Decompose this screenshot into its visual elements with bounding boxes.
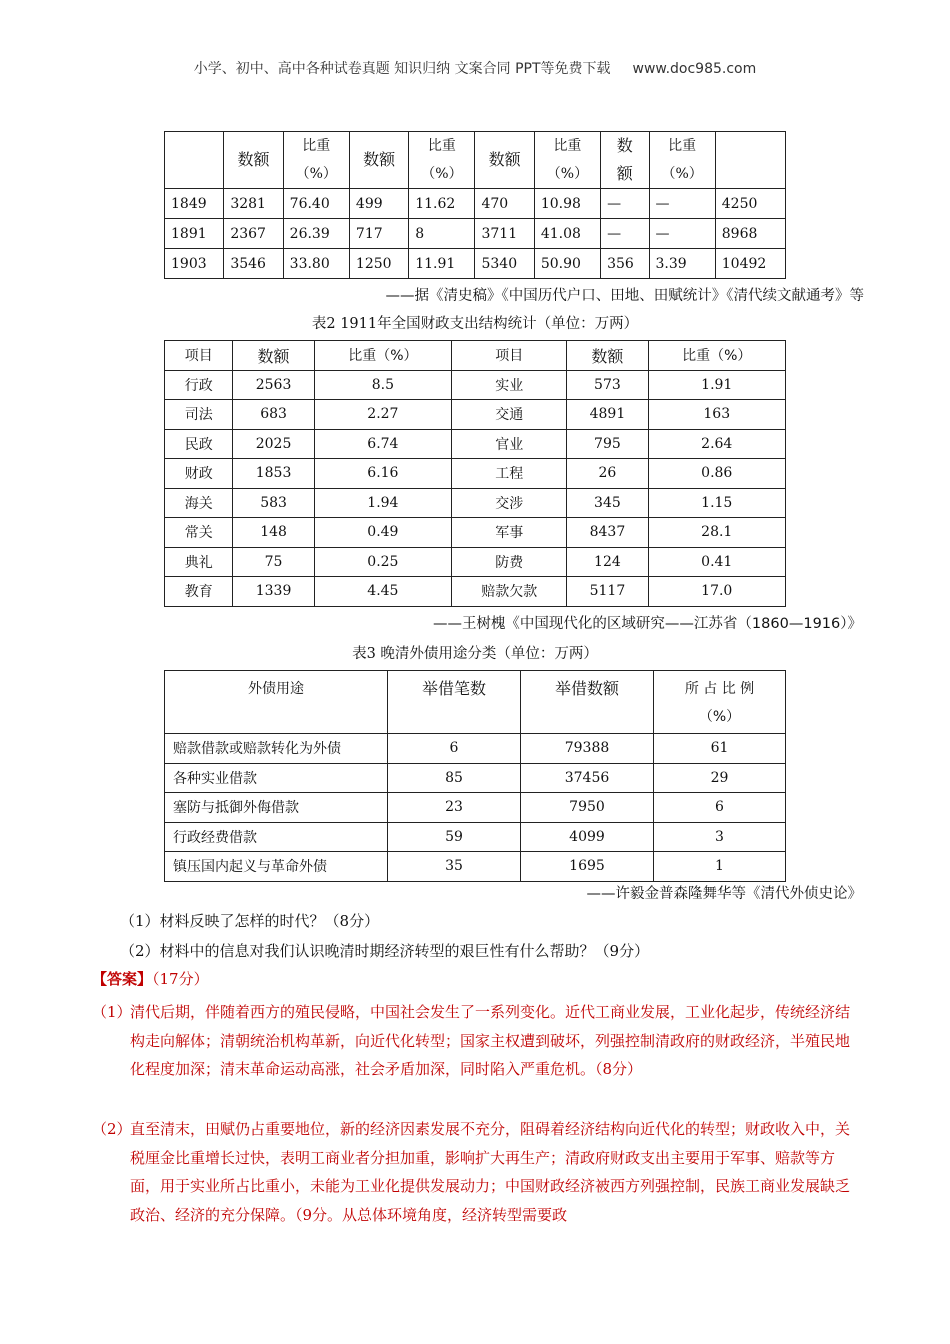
t1-h9 [715,132,785,189]
cell: 8 [409,219,475,249]
table-row [165,400,786,430]
table-row [165,763,786,793]
t1-h1: 数额 [224,132,283,189]
cell: 8437 [567,518,648,548]
answer-item-text: 清代后期，伴随着西方的殖民侵略，中国社会发生了一系列变化。近代工商业发展，工业化起步，传统经济结构走向解体；清朝统治机构革新，向近代化转型；国家主权遭到破坏，列强控制清政府的财政经济，半殖民地化程度加深；清末革命运动高涨，社会矛盾加深，同时陷入严重危机。（8分） [130,1003,851,1078]
question-1: （1）材料反映了怎样的时代？（8分） [120,912,380,930]
t3-h1: 举借笔数 [388,671,521,734]
table-row [165,219,786,249]
cell: 75 [233,547,314,577]
cell: 1339 [233,577,314,607]
cell: 35 [388,852,521,882]
table-row [165,822,786,852]
cell: 10492 [715,249,785,279]
cell: 10.98 [534,189,600,219]
cell: 2.27 [314,400,451,430]
cell: 3546 [224,249,283,279]
cell: 3 [654,822,786,852]
cell: 3.39 [649,249,715,279]
table-2-caption: 表2 1911年全国财政支出结构统计（单位：万两） [311,316,639,332]
cell: 61 [654,734,786,764]
cell: 6.16 [314,459,451,489]
cell: 3281 [224,189,283,219]
cell: 1.94 [314,488,451,518]
cell: 工程 [452,459,567,489]
cell: 0.25 [314,547,451,577]
t1-h4: 比重 （%） [409,132,475,189]
cell: 赔款欠款 [452,577,567,607]
cell: 4099 [521,822,654,852]
cell: 4.45 [314,577,451,607]
answer-item-1 [92,998,862,1084]
cell: 常关 [165,518,233,548]
t3-h3: 所 占 比 例 （%） [654,671,786,734]
cell: 26.39 [283,219,349,249]
cell: 教育 [165,577,233,607]
t3-h0: 外债用途 [165,671,388,734]
cell: 37456 [521,763,654,793]
cell: 实业 [452,370,567,400]
answer-heading [92,968,209,989]
answer-label: 【答案】 [92,970,153,988]
page-header [0,58,950,78]
cell: 163 [648,400,785,430]
t1-h5: 数额 [475,132,534,189]
table-3-header [165,671,786,734]
cell: 0.49 [314,518,451,548]
cell: 11.62 [409,189,475,219]
cell: 典礼 [165,547,233,577]
cell: — [601,219,649,249]
t2-h2: 比重（%） [314,341,451,371]
cell: 各种实业借款 [165,763,388,793]
t1-h6: 比重 （%） [534,132,600,189]
cell: 683 [233,400,314,430]
t1-h0 [165,132,224,189]
table-2 [164,340,786,607]
cell: 345 [567,488,648,518]
cell: 583 [233,488,314,518]
table-row [165,429,786,459]
header-text: 小学、初中、高中各种试卷真题 知识归纳 文案合同 PPT等免费下载 [193,61,611,77]
table-row [165,249,786,279]
table-row [165,488,786,518]
cell: 3711 [475,219,534,249]
cell: 148 [233,518,314,548]
table-3 [164,670,786,882]
table-row [165,189,786,219]
cell: 赔款借款或赔款转化为外债 [165,734,388,764]
cell: 29 [654,763,786,793]
table-row [165,547,786,577]
table-row [165,734,786,764]
cell: 470 [475,189,534,219]
cell: 1695 [521,852,654,882]
cell: 司法 [165,400,233,430]
cell: — [649,219,715,249]
cell: 59 [388,822,521,852]
t2-h1: 数额 [233,341,314,371]
t2-h4: 数额 [567,341,648,371]
t3-h2: 举借数额 [521,671,654,734]
t2-h5: 比重（%） [648,341,785,371]
cell: 50.90 [534,249,600,279]
cell: 79388 [521,734,654,764]
header-url[interactable]: www.doc985.com [632,61,757,77]
cell: 8968 [715,219,785,249]
cell: 26 [567,459,648,489]
cell: 795 [567,429,648,459]
cell: 防费 [452,547,567,577]
cell: 1 [654,852,786,882]
cell: 镇压国内起义与革命外债 [165,852,388,882]
cell: 76.40 [283,189,349,219]
cell: 85 [388,763,521,793]
cell: 1250 [349,249,408,279]
cell: 0.41 [648,547,785,577]
cell: 2025 [233,429,314,459]
cell: 1903 [165,249,224,279]
cell: 6 [654,793,786,823]
table-3-caption: 表3 晚清外债用途分类（单位：万两） [352,646,598,662]
cell: 6.74 [314,429,451,459]
cell: — [649,189,715,219]
cell: 2563 [233,370,314,400]
cell: 41.08 [534,219,600,249]
table-1-source: ——据《清史稿》《中国历代户口、田地、田赋统计》《清代续文献通考》等 [385,288,864,304]
cell: 官业 [452,429,567,459]
cell: 2.64 [648,429,785,459]
cell: 财政 [165,459,233,489]
cell: 4891 [567,400,648,430]
table-row [165,518,786,548]
t1-h8: 比重 （%） [649,132,715,189]
cell: 交通 [452,400,567,430]
cell: 0.86 [648,459,785,489]
t2-h0: 项目 [165,341,233,371]
cell: 717 [349,219,408,249]
cell: 军事 [452,518,567,548]
cell: 行政经费借款 [165,822,388,852]
t1-h3: 数额 [349,132,408,189]
answer-item-2 [92,1115,862,1229]
cell: 573 [567,370,648,400]
table-1-header [165,132,786,189]
cell: 7950 [521,793,654,823]
cell: 1.91 [648,370,785,400]
table-row [165,577,786,607]
cell: 11.91 [409,249,475,279]
question-2: （2）材料中的信息对我们认识晚清时期经济转型的艰巨性有什么帮助？（9分） [120,942,650,960]
cell: 8.5 [314,370,451,400]
cell: 6 [388,734,521,764]
cell: 499 [349,189,408,219]
cell: 1853 [233,459,314,489]
t2-h3: 项目 [452,341,567,371]
cell: 28.1 [648,518,785,548]
table-1 [164,131,786,279]
cell: 民政 [165,429,233,459]
table-2-header [165,341,786,371]
cell: 5340 [475,249,534,279]
answer-item-number: （1） [92,1003,132,1021]
cell: 2367 [224,219,283,249]
cell: 1849 [165,189,224,219]
cell: 海关 [165,488,233,518]
cell: 行政 [165,370,233,400]
cell: 33.80 [283,249,349,279]
cell: — [601,189,649,219]
cell: 1891 [165,219,224,249]
t1-h2: 比重 （%） [283,132,349,189]
cell: 交涉 [452,488,567,518]
table-3-source: ——许毅金普森隆舞华等《清代外侦史论》 [586,886,862,902]
cell: 4250 [715,189,785,219]
cell: 23 [388,793,521,823]
cell: 356 [601,249,649,279]
table-row [165,370,786,400]
table-row [165,459,786,489]
cell: 17.0 [648,577,785,607]
answer-item-text: 直至清末，田赋仍占重要地位，新的经济因素发展不充分，阻碍着经济结构向近代化的转型；财政收入中，关税厘金比重增长过快，表明工商业者分担加重，影响扩大再生产；清政府财政支出主要用于军事、赔款等方面，用于实业所占比重小，未能为工业化提供发展动力；中国财政经济被西方列强控制，民族工商业发展缺乏政治、经济的充分保障。（9分。从总体环境角度，经济转型需要政 [130,1120,851,1224]
t1-h7: 数 额 [601,132,649,189]
cell: 塞防与抵御外侮借款 [165,793,388,823]
table-2-source: ——王树槐《中国现代化的区域研究——江苏省（1860—1916）》 [432,616,862,632]
answer-item-number: （2） [92,1120,132,1138]
table-row [165,793,786,823]
cell: 124 [567,547,648,577]
cell: 1.15 [648,488,785,518]
answer-score: （17分） [152,970,209,988]
cell: 5117 [567,577,648,607]
table-row [165,852,786,882]
